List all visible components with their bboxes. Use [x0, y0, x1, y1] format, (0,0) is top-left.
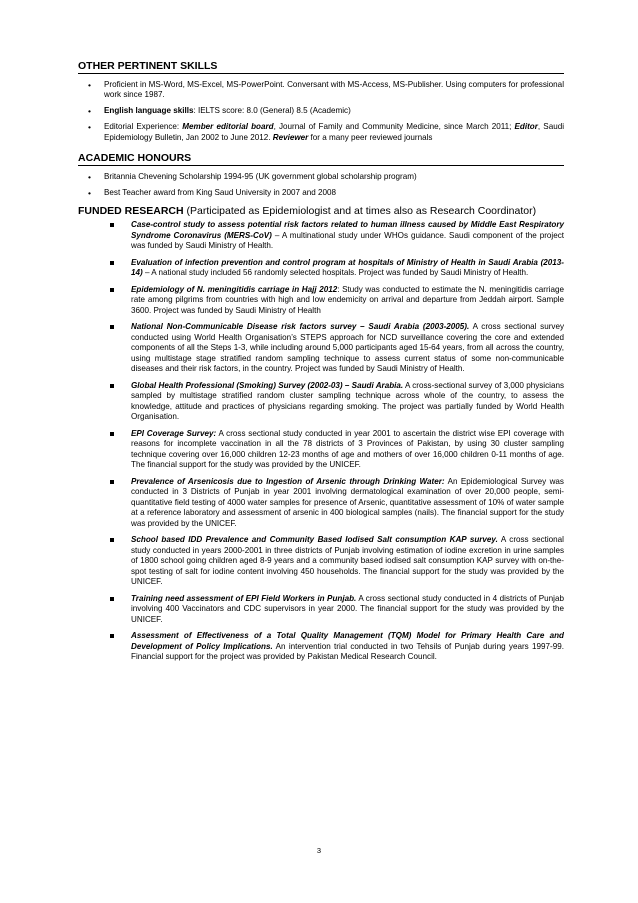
square-bullet-icon [110, 261, 114, 265]
bullet-icon: • [88, 122, 91, 132]
section-heading-honours: ACADEMIC HONOURS [78, 152, 564, 166]
research-item: Evaluation of infection prevention and control program at hospitals of Ministry of Health in Saudi Arabia (2013-14) – A national study included 56 randomly selected hospitals. Project was funded by Saudi Ministry of Health. [78, 258, 564, 279]
section-heading-skills: OTHER PERTINENT SKILLS [78, 60, 564, 74]
research-item: Assessment of Effectiveness of a Total Quality Management (TQM) Model for Primary Health Care and Development of Policy Implications. An intervention trial conducted in two Tehsils of Punjab during years 1997-99. Financial support for the project was provided by Pakistan Medical Research Council. [78, 631, 564, 663]
skills-list [78, 80, 564, 144]
research-item: EPI Coverage Survey: A cross sectional study conducted in year 2001 to ascertain the district wise EPI coverage with reasons for incomplete vaccination in all the 78 districts of 3 Provinces of Pakistan, by using 30 cluster sampling technique covering over 16,000 children 12-23 months of age and mothers of over 16,000 children 0-11 months of age. The financial support for the study was provided by the UNICEF. [78, 429, 564, 471]
square-bullet-icon [110, 325, 114, 329]
research-item: Case-control study to assess potential risk factors related to human illness caused by Middle East Respiratory Syndrome Coronavirus (MERS-CoV) – A multinational study under WHOs guidance. Saudi component of the project was funded by Saudi Ministry of Health. [78, 220, 564, 252]
skills-item: • Proficient in MS-Word, MS-Excel, MS-PowerPoint. Conversant with MS-Access, MS-Publisher. Using computers for professional work since 1987. [88, 79, 564, 99]
research-item: Global Health Professional (Smoking) Survey (2002-03) – Saudi Arabia. A cross-sectional survey of 3,000 physicians sampled by multistage stratified random cluster sampling technique across whole of the country, to assess the knowledge, attitude and practices of physicians regarding smoking. The project was partially funded by World Health Organisation. [78, 381, 564, 423]
page-number: 3 [316, 846, 322, 855]
square-bullet-icon [110, 538, 114, 542]
bullet-icon: • [88, 79, 91, 90]
section-heading-research: FUNDED RESEARCH (Participated as Epidemiologist and at times also as Research Coordinator) [78, 205, 537, 217]
content-column [78, 60, 564, 663]
skills-item: • Editorial Experience: Member editorial board, Journal of Family and Community Medicine, since March 2011; Editor, Saudi Epidemiology Bulletin, Jan 2002 to June 2012. Reviewer for a many peer reviewed journals [88, 122, 565, 142]
honours-item: • Britannia Chevening Scholarship 1994-95 (UK government global scholarship program) [88, 171, 417, 182]
bullet-icon: • [88, 187, 91, 198]
bullet-icon: • [88, 171, 91, 182]
square-bullet-icon [110, 480, 114, 484]
bullet-icon: • [88, 106, 91, 116]
honours-list [78, 172, 564, 199]
square-bullet-icon [110, 223, 114, 227]
square-bullet-icon [110, 432, 114, 436]
research-item: School based IDD Prevalence and Community Based Iodised Salt consumption KAP survey. A cross sectional study conducted in years 2000-2001 in three districts of Punjab involving estimation of iodine excretion in urine samples of 1800 school going children aged 8-9 years and a community based iodised salt consumption KAP survey with on-the-spot testing of salt for iodine content involving 450 households. The financial support for the study was provided by the UNICEF. [78, 535, 564, 588]
square-bullet-icon [110, 288, 114, 292]
research-item: Epidemiology of N. meningitidis carriage in Hajj 2012: Study was conducted to estimate the N. meningitidis carriage rate among pilgrims from countries with high and low endemicity on arrival and departure from Jeddah airport. Sample 3600. Project was funded by Saudi Ministry of Health [78, 285, 564, 317]
research-list [78, 220, 564, 663]
square-bullet-icon [110, 384, 114, 388]
square-bullet-icon [110, 597, 114, 601]
research-item: National Non-Communicable Disease risk factors survey – Saudi Arabia (2003-2005). A cross sectional survey conducted using World Health Organisation’s STEPS approach for NCD surveillance covering the core and extended components of all the Steps 1-3, while including around 5,000 participants aged 15-64 years, from all across the country, using multistage stage stratified random sampling technique to assess current status of some non-communicable diseases and their risk factors, in the country. Project was funded by Saudi Ministry of Health. [78, 322, 564, 375]
research-item: Training need assessment of EPI Field Workers in Punjab. A cross sectional study conducted in 4 districts of Punjab involving 400 Vaccinators and CDC supervisors in year 2000. The financial support for the study was provided by the UNICEF. [78, 594, 564, 626]
honours-item: • Best Teacher award from King Saud University in 2007 and 2008 [88, 187, 337, 198]
square-bullet-icon [110, 634, 114, 638]
skills-item: • English language skills: IELTS score: 8.0 (General) 8.5 (Academic) [88, 106, 351, 116]
research-item: Prevalence of Arsenicosis due to Ingestion of Arsenic through Drinking Water: An Epidemiological Survey was conducted in 3 Districts of Punjab in year 2001 involving dermatological examination of over 20,000 people, semi-quantitative field testing of 4000 water samples for presence of Arsenic, quantitative assessment of 10% of water sample at a reference laboratory and assessment of arsenic in 400 biological samples (nails). The financial support for the study was provided by the UNICEF. [78, 477, 564, 530]
